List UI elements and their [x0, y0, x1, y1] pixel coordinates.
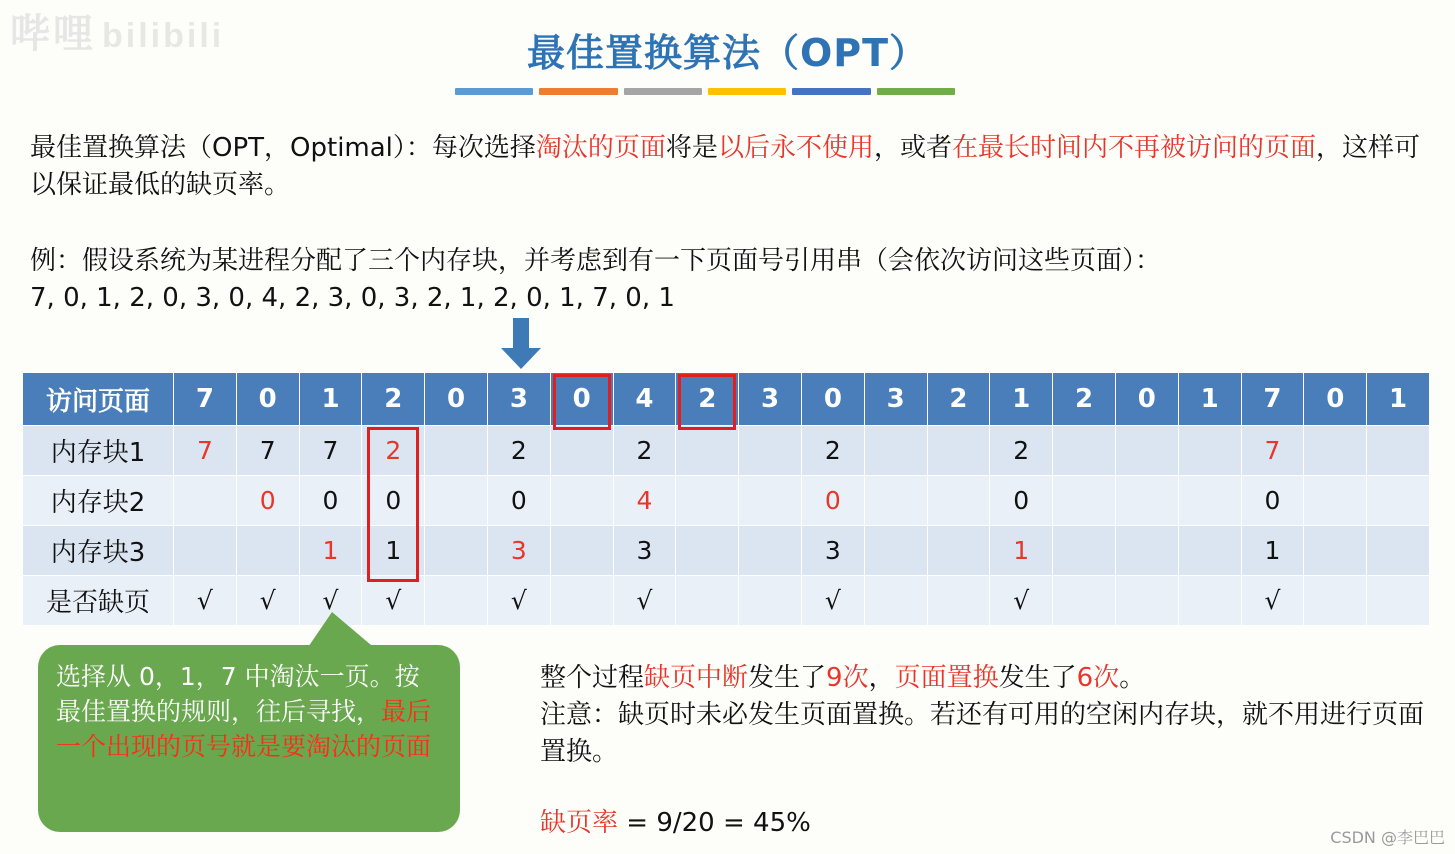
watermark-text-2: bilibili	[102, 17, 225, 55]
rule-segment-6	[877, 88, 955, 95]
rule-segment-1	[455, 88, 533, 95]
fault-row-cell-7: √	[613, 576, 676, 626]
access-row-cell-8: 2	[676, 373, 739, 426]
access-row	[23, 373, 1430, 426]
callout-text-part-1: 选择从 0，1，7 中淘汰一页。按最佳置换的规则，往后寻找，	[56, 662, 420, 726]
block2-row-cell-3: 0	[362, 476, 425, 526]
access-row-cell-9: 3	[739, 373, 802, 426]
summary-page-fault-label: 缺页中断	[644, 663, 749, 693]
fault-row-cell-0: √	[174, 576, 237, 626]
block3-row-cell-0	[174, 526, 237, 576]
block3-row-cell-13: 1	[990, 526, 1053, 576]
block3-row-cell-2: 1	[299, 526, 362, 576]
summary-occurred-1: 发生了	[748, 663, 827, 693]
summary-line-2: 注意：缺页时未必发生页面置换。若还有可用的空闲内存块，就不用进行页面置换。	[540, 700, 1425, 767]
definition-highlight-evicted-page: 淘汰的页面	[535, 133, 666, 163]
block1-row-cell-3: 2	[362, 426, 425, 476]
callout-box	[38, 645, 460, 832]
block2-row-cell-11	[864, 476, 927, 526]
rule-segment-5	[792, 88, 870, 95]
block2-row-cell-14	[1053, 476, 1116, 526]
block3-row-label: 内存块3	[23, 526, 174, 576]
access-row-cell-15: 0	[1115, 373, 1178, 426]
access-row-cell-5: 3	[487, 373, 550, 426]
access-row-cell-17: 7	[1241, 373, 1304, 426]
summary-page-replace-label: 页面置换	[894, 663, 999, 693]
block1-row-cell-2: 7	[299, 426, 362, 476]
fault-row-cell-16	[1178, 576, 1241, 626]
block1-row	[23, 426, 1430, 476]
summary-comma: ，	[868, 663, 895, 693]
block2-row-cell-19	[1367, 476, 1430, 526]
block1-row-cell-14	[1053, 426, 1116, 476]
block2-row-cell-16	[1178, 476, 1241, 526]
example-paragraph	[30, 243, 1425, 317]
block1-row-cell-18	[1304, 426, 1367, 476]
block1-row-cell-9	[739, 426, 802, 476]
block3-row-cell-19	[1367, 526, 1430, 576]
fault-row-cell-6	[550, 576, 613, 626]
example-line-1: 例：假设系统为某进程分配了三个内存块，并考虑到有一下页面号引用串（会依次访问这些页面）：	[30, 246, 1162, 276]
example-reference-string: 7, 0, 1, 2, 0, 3, 0, 4, 2, 3, 0, 3, 2, 1, 2, 0, 1, 7, 0, 1	[30, 283, 675, 313]
definition-highlight-never-used: 以后永不使用	[717, 133, 874, 163]
down-arrow-icon	[500, 318, 542, 370]
fault-row-cell-12	[927, 576, 990, 626]
block3-row-cell-18	[1304, 526, 1367, 576]
block1-row-cell-8	[676, 426, 739, 476]
fault-rate-label: 缺页率	[540, 808, 619, 838]
fault-row-cell-4	[425, 576, 488, 626]
access-row-cell-13: 1	[990, 373, 1053, 426]
block2-row-label: 内存块2	[23, 476, 174, 526]
rule-segment-2	[539, 88, 617, 95]
fault-row-cell-17: √	[1241, 576, 1304, 626]
block2-row-cell-0	[174, 476, 237, 526]
block3-row-cell-3: 1	[362, 526, 425, 576]
block3-row-cell-6	[550, 526, 613, 576]
definition-part-3: ，或者	[873, 133, 952, 163]
fault-rate-line	[540, 805, 1430, 842]
rule-segment-4	[708, 88, 786, 95]
access-row-cell-7: 4	[613, 373, 676, 426]
block3-row-cell-17: 1	[1241, 526, 1304, 576]
access-row-cell-19: 1	[1367, 373, 1430, 426]
definition-part-1: 最佳置换算法（OPT，Optimal）：每次选择	[30, 133, 536, 163]
block1-row-cell-19	[1367, 426, 1430, 476]
fault-row-cell-19	[1367, 576, 1430, 626]
block1-row-cell-5: 2	[487, 426, 550, 476]
summary-notes	[540, 660, 1430, 771]
definition-highlight-longest-time: 在最长时间内不再被访问的页面	[951, 133, 1316, 163]
fault-row-cell-9	[739, 576, 802, 626]
block2-row-cell-7: 4	[613, 476, 676, 526]
block1-row-cell-1: 7	[236, 426, 299, 476]
summary-line-1	[540, 660, 1430, 697]
access-row-cell-6: 0	[550, 373, 613, 426]
access-row-label: 访问页面	[23, 373, 174, 426]
block3-row-cell-16	[1178, 526, 1241, 576]
summary-page-fault-count: 9次	[826, 663, 869, 693]
block2-row-cell-10: 0	[801, 476, 864, 526]
access-row-cell-12: 2	[927, 373, 990, 426]
footer-credit: CSDN @李巴巴	[1330, 828, 1445, 847]
block2-row-cell-1: 0	[236, 476, 299, 526]
block1-row-cell-0: 7	[174, 426, 237, 476]
access-row-cell-14: 2	[1053, 373, 1116, 426]
block2-row-cell-6	[550, 476, 613, 526]
block3-row-cell-8	[676, 526, 739, 576]
block2-row-cell-5: 0	[487, 476, 550, 526]
callout-text-highlight: 最后一个出现的页号就是要淘汰的页面	[56, 697, 432, 761]
block3-row	[23, 526, 1430, 576]
fault-row-cell-18	[1304, 576, 1367, 626]
access-row-cell-0: 7	[174, 373, 237, 426]
block1-row-cell-15	[1115, 426, 1178, 476]
block2-row-cell-2: 0	[299, 476, 362, 526]
block1-row-cell-13: 2	[990, 426, 1053, 476]
access-row-cell-2: 1	[299, 373, 362, 426]
block1-row-cell-12	[927, 426, 990, 476]
summary-period: 。	[1119, 663, 1146, 693]
block3-row-cell-15	[1115, 526, 1178, 576]
access-row-cell-4: 0	[425, 373, 488, 426]
definition-part-4: ，这样可以保证最低的缺页率。	[30, 133, 1420, 200]
summary-occurred-2: 发生了	[998, 663, 1077, 693]
block3-row-cell-5: 3	[487, 526, 550, 576]
block1-row-cell-6	[550, 426, 613, 476]
block3-row-cell-7: 3	[613, 526, 676, 576]
access-row-cell-16: 1	[1178, 373, 1241, 426]
fault-row-cell-10: √	[801, 576, 864, 626]
fault-row-cell-13: √	[990, 576, 1053, 626]
block1-row-label: 内存块1	[23, 426, 174, 476]
definition-part-2: 将是	[665, 133, 718, 163]
trace-table	[22, 372, 1430, 626]
fault-row-cell-2: √	[299, 576, 362, 626]
block2-row-cell-15	[1115, 476, 1178, 526]
block3-row-cell-11	[864, 526, 927, 576]
fault-row-cell-14	[1053, 576, 1116, 626]
page-title: 最佳置换算法（OPT）	[526, 31, 929, 75]
block2-row-cell-12	[927, 476, 990, 526]
block1-row-cell-4	[425, 426, 488, 476]
summary-prefix: 整个过程	[540, 663, 645, 693]
block3-row-cell-4	[425, 526, 488, 576]
block2-row	[23, 476, 1430, 526]
block3-row-cell-10: 3	[801, 526, 864, 576]
title-underline-rules	[455, 88, 955, 95]
block1-row-cell-17: 7	[1241, 426, 1304, 476]
rule-segment-3	[624, 88, 702, 95]
fault-row-cell-1: √	[236, 576, 299, 626]
block3-row-cell-14	[1053, 526, 1116, 576]
fault-row-cell-5: √	[487, 576, 550, 626]
summary-page-replace-count: 6次	[1076, 663, 1120, 693]
block2-row-cell-17: 0	[1241, 476, 1304, 526]
fault-row-cell-11	[864, 576, 927, 626]
access-row-cell-10: 0	[801, 373, 864, 426]
block2-row-cell-8	[676, 476, 739, 526]
access-row-cell-11: 3	[864, 373, 927, 426]
fault-row-cell-3: √	[362, 576, 425, 626]
watermark-text-1: 哔哩	[10, 12, 96, 56]
block1-row-cell-10: 2	[801, 426, 864, 476]
access-row-cell-3: 2	[362, 373, 425, 426]
block3-row-cell-1	[236, 526, 299, 576]
block2-row-cell-13: 0	[990, 476, 1053, 526]
block1-row-cell-7: 2	[613, 426, 676, 476]
definition-paragraph	[30, 130, 1425, 204]
fault-row-cell-15	[1115, 576, 1178, 626]
block3-row-cell-12	[927, 526, 990, 576]
fault-rate-value: = 9/20 = 45%	[618, 808, 811, 838]
fault-row	[23, 576, 1430, 626]
block3-row-cell-9	[739, 526, 802, 576]
trace-table-body	[23, 373, 1430, 626]
fault-row-cell-8	[676, 576, 739, 626]
block2-row-cell-9	[739, 476, 802, 526]
block2-row-cell-4	[425, 476, 488, 526]
access-row-cell-1: 0	[236, 373, 299, 426]
fault-row-label: 是否缺页	[23, 576, 174, 626]
block2-row-cell-18	[1304, 476, 1367, 526]
block1-row-cell-16	[1178, 426, 1241, 476]
memory-trace-table	[22, 372, 1430, 626]
block1-row-cell-11	[864, 426, 927, 476]
access-row-cell-18: 0	[1304, 373, 1367, 426]
